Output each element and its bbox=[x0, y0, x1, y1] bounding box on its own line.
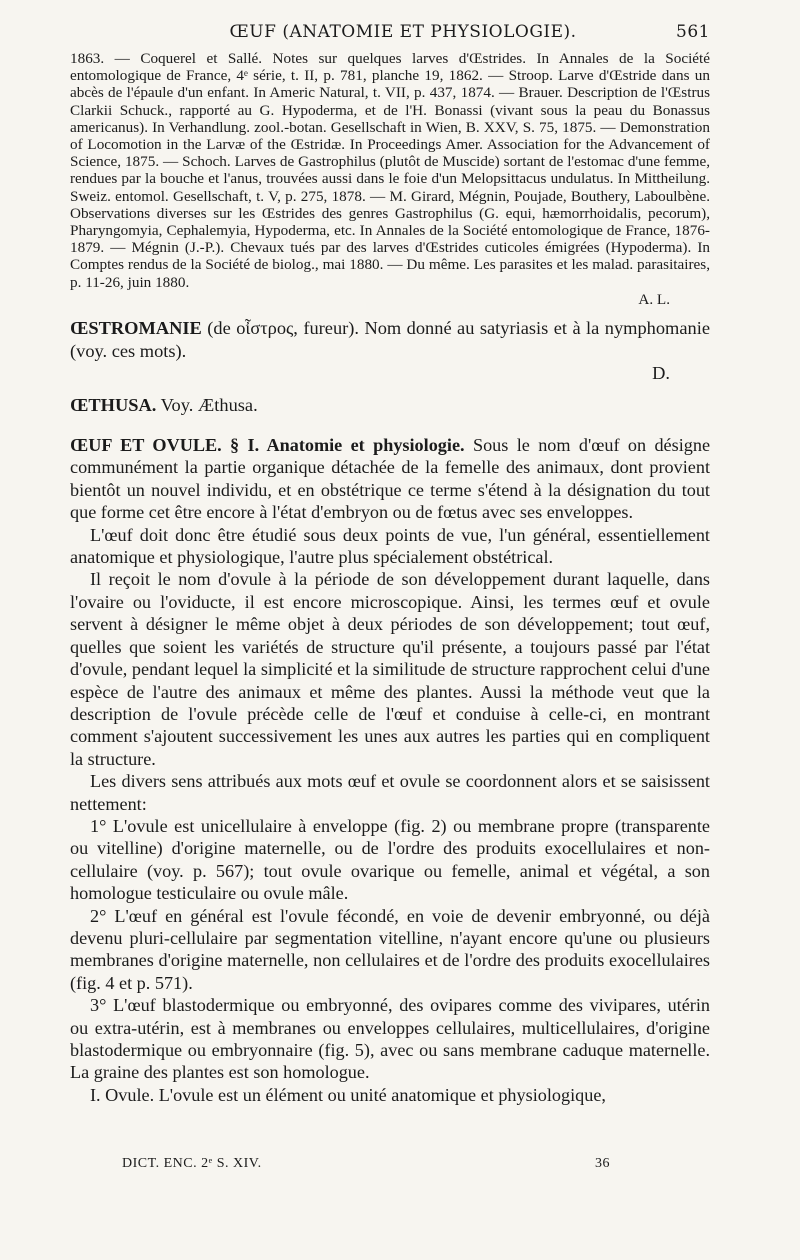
list-item: 2° L'œuf en général est l'ovule fécondé, en voie de devenir embryonné, ou déjà devenu pluri-cellulaire par segmentation vitelline, n'ayant encore qu'une ou plusieurs membranes d'origine maternelle, non cellulaires et de l'ordre des produits exocellulaires (fig. 4 et p. 571). bbox=[70, 905, 710, 993]
entry-text: Voy. Æthusa. bbox=[160, 394, 258, 415]
entry-headword: ŒSTROMANIE bbox=[70, 318, 202, 339]
page-footer bbox=[122, 1156, 610, 1172]
article-paragraph: I. Ovule. L'ovule est un élément ou unité anatomique et physiologique, bbox=[90, 1084, 606, 1105]
list-item: 1° L'ovule est unicellulaire à enveloppe (fig. 2) ou membrane propre (transparente ou vitelline) d'origine maternelle, ou de l'ordre des produits exocellulaires et non-cellulaire (voy. p. 567); tout ovule ovarique ou femelle, animal et végétal, a son homologue testiculaire ou ovule mâle. bbox=[70, 815, 710, 904]
running-title: ŒUF (ANATOMIE ET PHYSIOLOGIE). bbox=[229, 22, 577, 42]
article-paragraph: Les divers sens attribués aux mots œuf et ovule se coordonnent alors et se saisissent nettement: bbox=[70, 771, 710, 814]
entry-signature: D. bbox=[652, 363, 670, 384]
article-paragraph: L'œuf doit donc être étudié sous deux points de vue, l'un général, essentiellement anatomique et physiologique, l'autre plus spécialement obstétrical. bbox=[70, 524, 710, 568]
bibliography-block bbox=[70, 50, 710, 308]
entry-headword: ŒTHUSA. bbox=[70, 394, 157, 415]
gathering-number: 36 bbox=[595, 1156, 610, 1171]
definition-list bbox=[70, 815, 710, 1084]
article-headword: ŒUF ET OVULE. bbox=[70, 435, 222, 456]
page-number: 561 bbox=[676, 22, 710, 42]
entry-oestromanie bbox=[70, 317, 710, 385]
paragraph-text: Sous le nom d'œuf on désigne communément la partie organique détachée de la femelle des animaux, dont provient bientôt un nouvel individu, et en obstétrique ce terme s'étend à la désignation du tout que forme cet être encore à l'état d'embryon ou de fœtus avec ses enveloppes. bbox=[70, 435, 711, 523]
list-item: 3° L'œuf blastodermique ou embryonné, des ovipares comme des vivipares, utérin ou extra-utérin, est à membranes ou enveloppes cellulaires, multicellulaires, d'origine blastodermique ou embryonnaire (fig. 5), avec ou sans membrane caduque maternelle. La graine des plantes est son homologue. bbox=[70, 995, 710, 1083]
entry-text: (de οἶστρος, fureur). Nom donné au satyriasis et à la nymphomanie (voy. ces mots). bbox=[70, 318, 710, 361]
page bbox=[70, 22, 710, 1106]
article-body bbox=[70, 434, 710, 1106]
article-paragraph bbox=[70, 434, 710, 524]
section-heading: § I. Anatomie et physiologie. bbox=[230, 435, 465, 456]
signature-mark: DICT. ENC. 2ᵉ S. XIV. bbox=[122, 1156, 262, 1171]
running-header bbox=[70, 22, 710, 50]
bibliography-text: 1863. — Coquerel et Sallé. Notes sur quelques larves d'Œstrides. In Annales de la Société entomologique de France, 4ᵉ série, t. II, p. 781, planche 19, 1862. — Stroop. Larve d'Œstride dans un abcès de l'épaule d'un enfant. In Americ Natural, t. VII, p. 437, 1874. — Brauer. Description de l'Œstrus Clarkii Schuck., rapporté au G. Hypoderma, et de l'H. Bonassi (vivant sous la peau du Bonassus americanus). In Verhandlung. zool.-botan. Gesellschaft in Wien, B. XXV, S. 75, 1875. — Demonstration of Locomotion in the Larvæ of the Œstridæ. In Proceedings Amer. Association for the Advancement of Science, 1875. — Schoch. Larves de Gastrophilus (plutôt de Muscide) sortant de l'estomac d'une femme, rendues par la bouche et l'anus, trouvées aussi dans le foie d'un Melopsittacus undulatus. In Mittheilung. Sweiz. entomol. Gesellschaft, t. V, p. 275, 1878. — M. Girard, Mégnin, Poujade, Bouthery, Laboulbène. Observations diverses sur les Œstrides des genres Gastrophilus (G. equi, hæmorrhoidalis, pecorum), Pharyngomyia, Cephalemyia, Hypoderma, etc. In Annales de la Société entomologique de France, 1876-1879. — Mégnin (J.-P.). Chevaux tués par des larves d'Œstrides cuticoles émigrées (Hypoderma). In Comptes rendus de la Société de biolog., mai 1880. — Du même. Les parasites et les malad. parasitaires, p. 11-26, juin 1880. bbox=[70, 50, 710, 291]
article-paragraph: Il reçoit le nom d'ovule à la période de son développement durant laquelle, dans l'ovaire ou l'oviducte, il est encore microscopique. Ainsi, les termes œuf et ovule servent à désigner le même objet à deux périodes de son développement; tout œuf, quelles que soient les variétés de structure qu'il présente, a toujours passé par l'état d'ovule, pendant lequel la simplicité et la similitude de structure rapprochent celui d'une espèce de l'autre des animaux et même des plantes. Aussi la méthode veut que la description de l'ovule précède celle de l'œuf et conduise à celle-ci, en montrant comment s'ajoutent successivement les unes aux autres les parties qui en compliquent la structure. bbox=[70, 569, 710, 769]
bibliography-signature: A. L. bbox=[638, 290, 670, 308]
entry-oethusa bbox=[70, 394, 710, 417]
